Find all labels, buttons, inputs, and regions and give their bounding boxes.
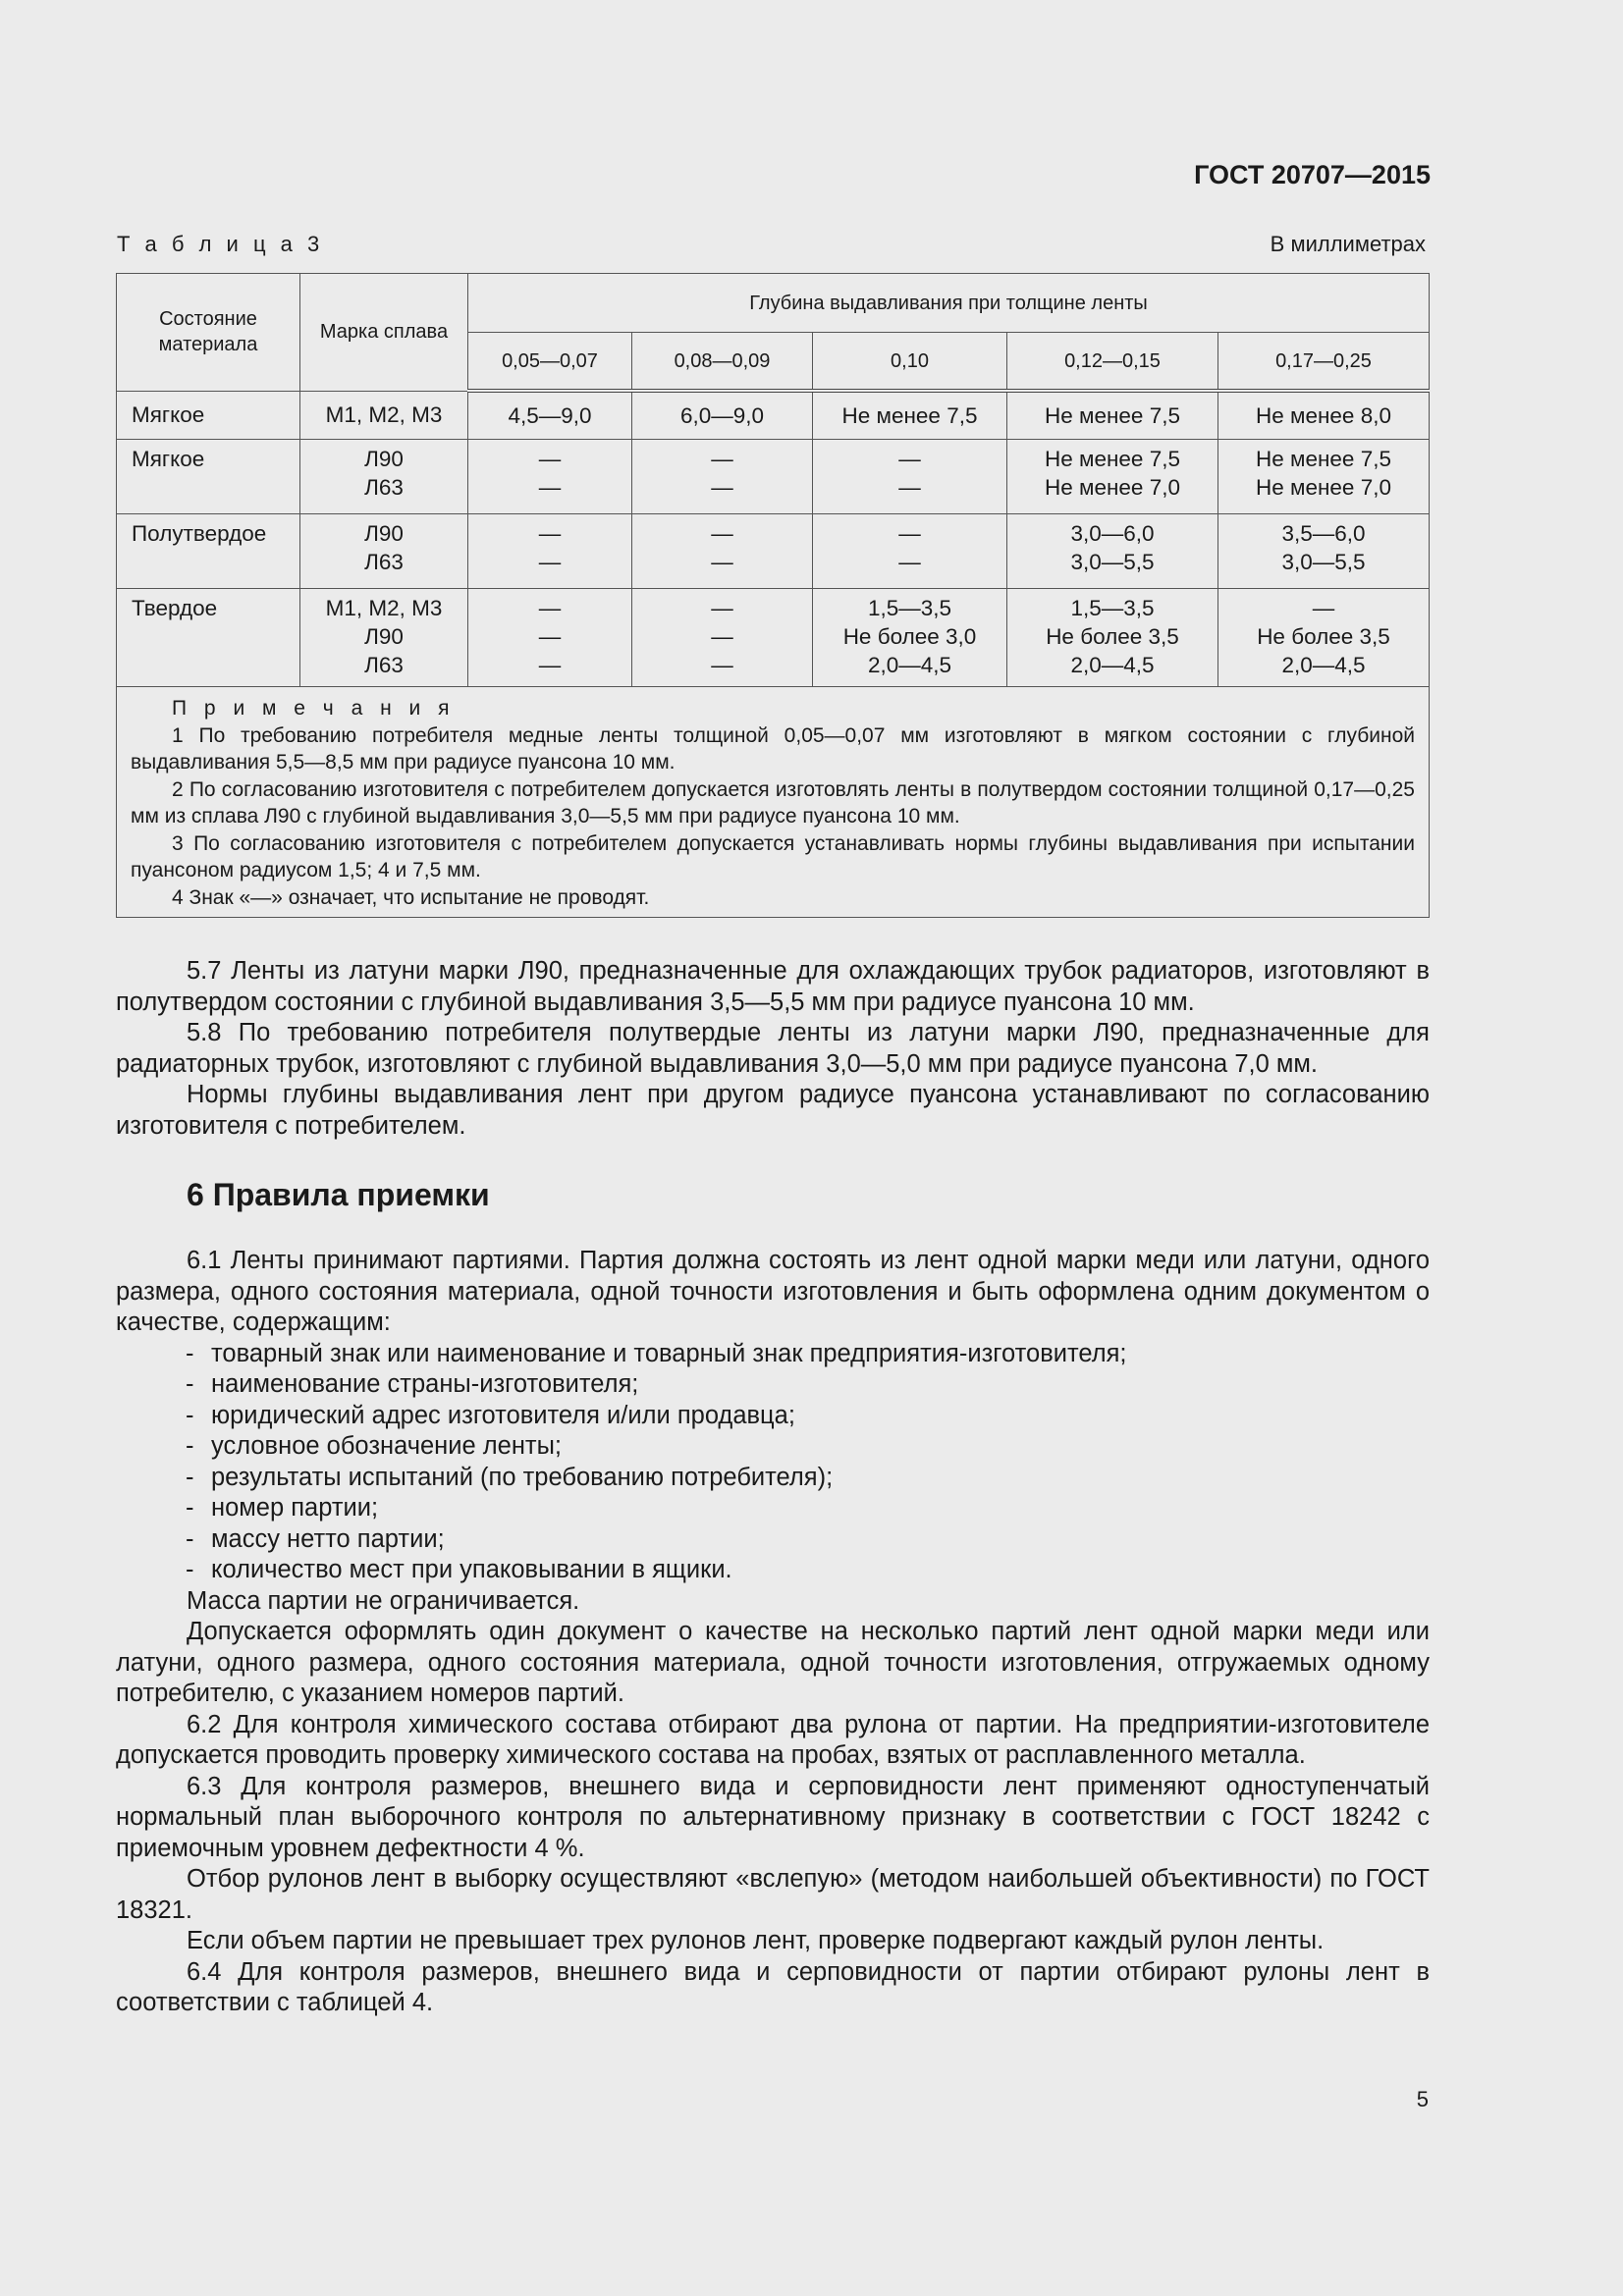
list-item bbox=[116, 1339, 1430, 1370]
cell-depth: 3,0—6,0 3,0—5,5 bbox=[1007, 514, 1218, 589]
list-item bbox=[116, 1369, 1430, 1401]
paragraph: Масса партии не ограничивается. bbox=[187, 1586, 580, 1615]
cell-depth: — — bbox=[813, 440, 1007, 514]
list-bullet: - bbox=[186, 1556, 194, 1583]
header-thickness: 0,17—0,25 bbox=[1218, 333, 1430, 392]
list-item-text: условное обозначение ленты; bbox=[211, 1432, 563, 1460]
header-state: Состояние материала bbox=[117, 274, 300, 392]
list-bullet: - bbox=[186, 1463, 194, 1491]
table-notes bbox=[117, 687, 1430, 918]
cell-depth: — Не более 3,5 2,0—4,5 bbox=[1218, 589, 1430, 687]
notes-title: П р и м е ч а н и я bbox=[172, 697, 456, 720]
cell-depth: — — — bbox=[468, 589, 632, 687]
note: 2 По согласованию изготовителя с потребителем допускается изготовлять ленты в полутвердом состоянии толщиной 0,17—0,25 мм из сплава Л90 с глубиной выдавливания 3,0—5,5 мм при радиусе пуансона 10 мм. bbox=[131, 777, 1415, 828]
header-depth-group: Глубина выдавливания при толщине ленты bbox=[468, 274, 1430, 333]
paragraph: Если объем партии не превышает трех рулонов лент, проверке подвергают каждый рулон ленты. bbox=[187, 1927, 1325, 1954]
list-item-text: результаты испытаний (по требованию потребителя); bbox=[211, 1463, 834, 1491]
cell-depth: Не менее 7,5 bbox=[813, 391, 1007, 440]
section-title: 6 Правила приемки bbox=[187, 1177, 490, 1212]
cell-depth: — — bbox=[813, 514, 1007, 589]
note: 3 По согласованию изготовителя с потребителем допускается устанавливать нормы глубины выдавливания при испытании пуансоном радиусом 1,5; 4 и 7,5 мм. bbox=[131, 831, 1415, 881]
note: 4 Знак «—» означает, что испытание не проводят. bbox=[172, 885, 650, 909]
depth-table bbox=[116, 273, 1430, 918]
cell-depth: 4,5—9,0 bbox=[468, 391, 632, 440]
table-units: В миллиметрах bbox=[1270, 232, 1426, 256]
cell-state: Мягкое bbox=[117, 391, 300, 440]
list-item-text: номер партии; bbox=[211, 1494, 379, 1522]
paragraph: 6.4 Для контроля размеров, внешнего вида и серповидности от партии отбирают рулоны лент в соответствии с таблицей 4. bbox=[116, 1957, 1430, 2016]
list-item-text: количество мест при упаковывании в ящики. bbox=[211, 1556, 732, 1583]
list-item bbox=[116, 1524, 1430, 1556]
cell-depth: 6,0—9,0 bbox=[632, 391, 813, 440]
cell-depth: Не менее 8,0 bbox=[1218, 391, 1430, 440]
list-item bbox=[116, 1463, 1430, 1494]
clause-6-1: 6.1 Ленты принимают партиями. Партия должна состоять из лент одной марки меди или латуни, одного размера, одного состояния материала, одной точности изготовления и быть оформлена одним документом о качестве, содержащим: bbox=[116, 1247, 1430, 1336]
paragraph: 6.2 Для контроля химического состава отбирают два рулона от партии. На предприятии-изготовителе допускается проводить проверку химического состава на пробах, взятых от расплавленного металла. bbox=[116, 1710, 1430, 1769]
cell-depth: — — — bbox=[632, 589, 813, 687]
list-item bbox=[116, 1431, 1430, 1463]
cell-depth: — — bbox=[468, 514, 632, 589]
list-item bbox=[116, 1401, 1430, 1432]
clause-5-7: 5.7 Ленты из латуни марки Л90, предназначенные для охлаждающих трубок радиаторов, изготовляют в полутвердом состоянии с глубиной выдавливания 3,5—5,5 мм при радиусе пуансона 10 мм. bbox=[116, 957, 1430, 1016]
cell-depth: Не менее 7,5 Не менее 7,0 bbox=[1007, 440, 1218, 514]
header-thickness: 0,08—0,09 bbox=[632, 333, 813, 392]
table-row bbox=[117, 514, 1430, 589]
header-grade: Марка сплава bbox=[300, 274, 468, 392]
cell-state: Твердое bbox=[117, 589, 300, 687]
cell-depth: — — bbox=[632, 440, 813, 514]
paragraph: 6.3 Для контроля размеров, внешнего вида и серповидности лент применяют одноступенчатый нормальный план выборочного контроля по альтернативному признаку в соответствии с ГОСТ 18242 с приемочным уровнем дефектности 4 %. bbox=[116, 1772, 1430, 1862]
list-item-text: массу нетто партии; bbox=[211, 1524, 445, 1553]
list-bullet: - bbox=[186, 1339, 194, 1367]
header-thickness: 0,10 bbox=[813, 333, 1007, 392]
cell-grade: Л90 Л63 bbox=[300, 514, 468, 589]
cell-grade: М1, М2, М3 Л90 Л63 bbox=[300, 589, 468, 687]
header-thickness: 0,12—0,15 bbox=[1007, 333, 1218, 392]
list-bullet: - bbox=[186, 1524, 194, 1553]
table-row bbox=[117, 440, 1430, 514]
cell-depth: 3,5—6,0 3,0—5,5 bbox=[1218, 514, 1430, 589]
table-caption: Т а б л и ц а 3 bbox=[117, 232, 324, 256]
list-bullet: - bbox=[186, 1370, 194, 1398]
table-row bbox=[117, 589, 1430, 687]
cell-depth: 1,5—3,5 Не более 3,0 2,0—4,5 bbox=[813, 589, 1007, 687]
list-bullet: - bbox=[186, 1401, 194, 1429]
list-bullet: - bbox=[186, 1432, 194, 1460]
cell-state: Полутвердое bbox=[117, 514, 300, 589]
note: 1 По требованию потребителя медные ленты толщиной 0,05—0,07 мм изготовляют в мягком состоянии с глубиной выдавливания 5,5—8,5 мм при радиусе пуансона 10 мм. bbox=[131, 723, 1415, 774]
standard-code: ГОСТ 20707—2015 bbox=[1194, 160, 1431, 189]
cell-depth: 1,5—3,5 Не более 3,5 2,0—4,5 bbox=[1007, 589, 1218, 687]
paragraph: Нормы глубины выдавливания лент при другом радиусе пуансона устанавливают по согласованию изготовителя с потребителем. bbox=[116, 1081, 1430, 1140]
section-6-body bbox=[116, 1246, 1430, 2019]
cell-depth: — — bbox=[468, 440, 632, 514]
paragraph: Допускается оформлять один документ о качестве на несколько партий лент одной марки меди или латуни, одного размера, одного состояния материала, одной точности изготовления, отгружаемых одному потребителю, с указанием номеров партий. bbox=[116, 1618, 1430, 1707]
clause-5-8: 5.8 По требованию потребителя полутвердые ленты из латуни марки Л90, предназначенные для радиаторных трубок, изготовляют с глубиной выдавливания 3,0—5,0 мм при радиусе пуансона 7,0 мм. bbox=[116, 1019, 1430, 1078]
cell-depth: Не менее 7,5 bbox=[1007, 391, 1218, 440]
list-bullet: - bbox=[186, 1494, 194, 1522]
cell-grade: Л90 Л63 bbox=[300, 440, 468, 514]
list-item bbox=[116, 1555, 1430, 1586]
cell-state: Мягкое bbox=[117, 440, 300, 514]
cell-grade: М1, М2, М3 bbox=[300, 391, 468, 440]
cell-depth: — — bbox=[632, 514, 813, 589]
paragraph: Отбор рулонов лент в выборку осуществляют «вслепую» (методом наибольшей объективности) по ГОСТ 18321. bbox=[116, 1865, 1430, 1924]
page-number: 5 bbox=[1416, 2087, 1429, 2111]
list-item-text: наименование страны-изготовителя; bbox=[211, 1370, 639, 1398]
header-thickness: 0,05—0,07 bbox=[468, 333, 632, 392]
table-row bbox=[117, 391, 1430, 440]
clauses-5 bbox=[116, 956, 1430, 1142]
cell-depth: Не менее 7,5 Не менее 7,0 bbox=[1218, 440, 1430, 514]
list-item-text: юридический адрес изготовителя и/или продавца; bbox=[211, 1401, 795, 1429]
list-item-text: товарный знак или наименование и товарный знак предприятия-изготовителя; bbox=[211, 1339, 1127, 1367]
list-item bbox=[116, 1493, 1430, 1524]
